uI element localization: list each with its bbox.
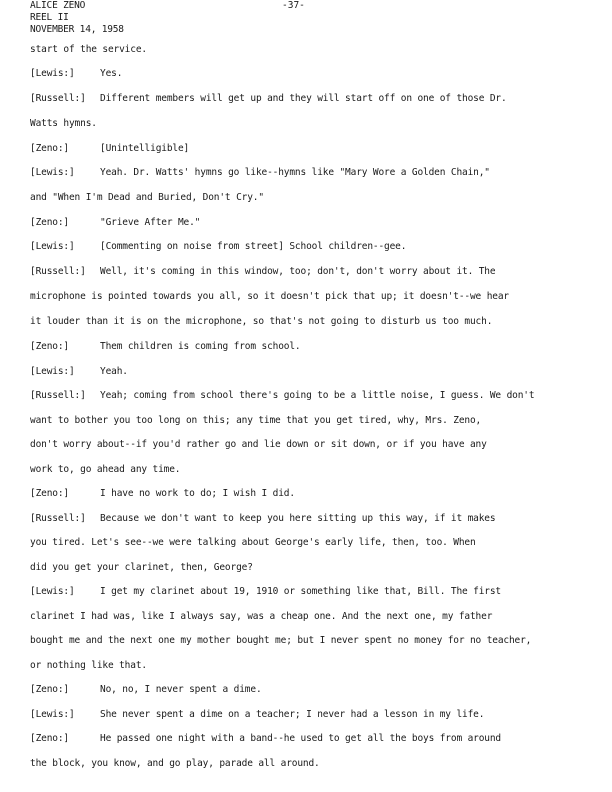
speaker-label: [Zeno:] (30, 143, 69, 154)
speaker-label: [Lewis:] (30, 68, 75, 79)
speaker-label: [Russell:] (30, 390, 86, 401)
line-text: you tired. Let's see--we were talking about George's early life, then, too. When (30, 537, 476, 548)
line-text: the block, you know, and go play, parade all around. (30, 758, 320, 769)
transcript-line (30, 758, 320, 770)
line-text: Yeah; coming from school there's going to be a little noise, I guess. We don't (100, 390, 535, 401)
line-text: Yeah. (100, 366, 128, 377)
line-text: No, no, I never spent a dime. (100, 684, 262, 695)
speaker-label: [Lewis:] (30, 366, 75, 377)
line-text: Yes. (100, 68, 123, 79)
line-text: or nothing like that. (30, 660, 147, 671)
speaker-label: [Russell:] (30, 93, 86, 104)
transcript-line (30, 586, 501, 598)
transcript-line (30, 143, 189, 155)
speaker-label: [Lewis:] (30, 586, 75, 597)
transcript-line (30, 733, 501, 745)
line-text: She never spent a dime on a teacher; I never had a lesson in my life. (100, 709, 485, 720)
transcript-line (30, 316, 492, 328)
transcript-line (30, 684, 262, 696)
line-text: [Commenting on noise from street] School children--gee. (100, 241, 407, 252)
line-text: and "When I'm Dead and Buried, Don't Cry." (30, 192, 264, 203)
line-text: Yeah. Dr. Watts' hymns go like--hymns like "Mary Wore a Golden Chain," (100, 167, 490, 178)
line-text: I get my clarinet about 19, 1910 or something like that, Bill. The first (100, 586, 502, 597)
interview-date: NOVEMBER 14, 1958 (30, 24, 124, 35)
speaker-label: [Russell:] (30, 513, 86, 524)
line-text: Because we don't want to keep you here sitting up this way, if it makes (100, 513, 496, 524)
speaker-label: [Russell:] (30, 266, 86, 277)
interviewee-name: ALICE ZENO (30, 0, 86, 11)
line-text: Watts hymns. (30, 118, 97, 129)
transcript-line (30, 68, 122, 80)
transcript-line (30, 562, 253, 574)
transcript-line (30, 611, 492, 623)
document-header (30, 0, 124, 36)
transcript-line (30, 635, 531, 647)
line-text: He passed one night with a band--he used to get all the boys from around (100, 733, 502, 744)
page-number: -37- (282, 0, 305, 11)
speaker-label: [Zeno:] (30, 341, 69, 352)
line-text: start of the service. (30, 44, 147, 55)
transcript-line (30, 341, 301, 353)
line-text: bought me and the next one my mother bought me; but I never spent no money for no teacher, (30, 635, 532, 646)
transcript-line (30, 93, 507, 105)
transcript-line (30, 241, 406, 253)
line-text: work to, go ahead any time. (30, 464, 181, 475)
reel-number: REEL II (30, 12, 69, 23)
transcript-line (30, 439, 487, 451)
line-text: Well, it's coming in this window, too; don't, don't worry about it. The (100, 266, 496, 277)
transcript-line (30, 513, 495, 525)
line-text: I have no work to do; I wish I did. (100, 488, 295, 499)
speaker-label: [Lewis:] (30, 167, 75, 178)
speaker-label: [Lewis:] (30, 241, 75, 252)
line-text: Different members will get up and they will start off on one of those Dr. (100, 93, 507, 104)
speaker-label: [Zeno:] (30, 217, 69, 228)
transcript-line (30, 390, 534, 402)
line-text: don't worry about--if you'd rather go and lie down or sit down, or if you have any (30, 439, 487, 450)
line-text: want to bother you too long on this; any time that you get tired, why, Mrs. Zeno, (30, 415, 482, 426)
transcript-line (30, 118, 97, 130)
transcript-line (30, 415, 481, 427)
transcript-line (30, 537, 476, 549)
line-text: microphone is pointed towards you all, so it doesn't pick that up; it doesn't--we hear (30, 291, 509, 302)
line-text: [Unintelligible] (100, 143, 190, 154)
line-text: Them children is coming from school. (100, 341, 301, 352)
speaker-label: [Zeno:] (30, 488, 69, 499)
line-text: "Grieve After Me." (100, 217, 201, 228)
speaker-label: [Zeno:] (30, 684, 69, 695)
transcript-line (30, 192, 264, 204)
line-text: clarinet I had was, like I always say, was a cheap one. And the next one, my father (30, 611, 493, 622)
speaker-label: [Zeno:] (30, 733, 69, 744)
transcript-line (30, 709, 484, 721)
transcript-line (30, 488, 295, 500)
transcript-line (30, 167, 490, 179)
transcript-line (30, 291, 509, 303)
line-text: did you get your clarinet, then, George? (30, 562, 253, 573)
transcript-line (30, 266, 495, 278)
transcript-line (30, 366, 128, 378)
transcript-line (30, 44, 147, 56)
speaker-label: [Lewis:] (30, 709, 75, 720)
transcript-line (30, 464, 180, 476)
line-text: it louder than it is on the microphone, so that's not going to disturb us too much. (30, 316, 493, 327)
transcript-line (30, 217, 200, 229)
transcript-line (30, 660, 147, 672)
